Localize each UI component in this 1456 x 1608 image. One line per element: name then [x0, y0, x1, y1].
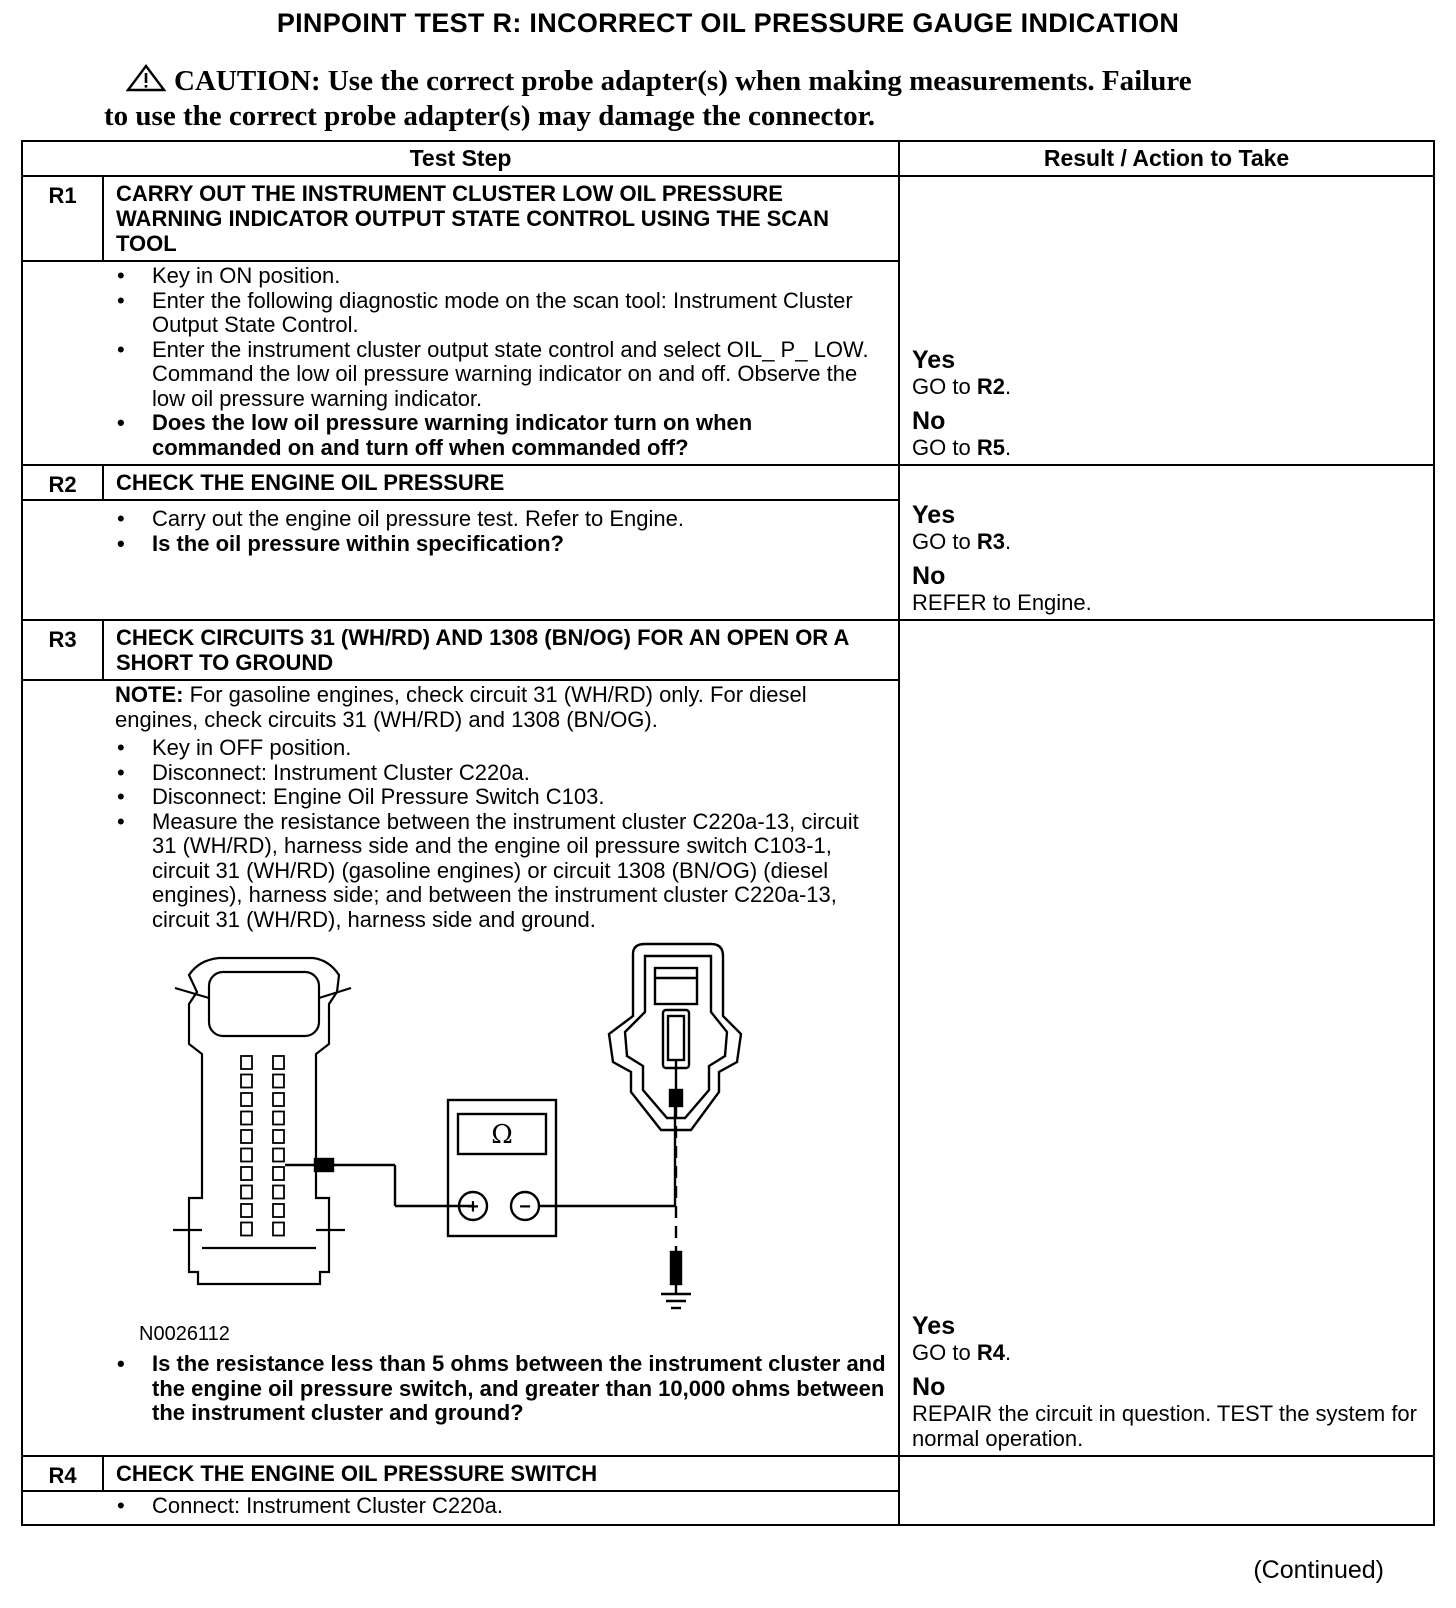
- connector-pin: [273, 1204, 284, 1217]
- plus-terminal-label: +: [467, 1196, 479, 1218]
- step-header-r3: CHECK CIRCUITS 31 (WH/RD) AND 1308 (BN/OG) FOR AN OPEN OR A SHORT TO GROUND: [103, 620, 899, 680]
- no-label: No: [912, 407, 946, 435]
- diagram-svg: [115, 932, 885, 1352]
- list-item: • Carry out the engine oil pressure test. Refer to Engine.: [115, 507, 886, 532]
- step-body-r4: [103, 1491, 899, 1525]
- no-label: No: [912, 562, 946, 590]
- connector-pin: [241, 1186, 252, 1199]
- connector-pin: [241, 1075, 252, 1088]
- no-action: REPAIR the circuit in question. TEST the system for normal operation.: [912, 1401, 1417, 1451]
- page-title: PINPOINT TEST R: INCORRECT OIL PRESSURE GAUGE INDICATION: [276, 8, 1180, 38]
- step-question: • Is the oil pressure within specification?: [115, 532, 886, 557]
- connector-pin: [241, 1130, 252, 1143]
- result-r3: [899, 620, 1434, 1456]
- connector-pin: [273, 1112, 284, 1125]
- step-note: NOTE: For gasoline engines, check circuit 31 (WH/RD) only. For diesel engines, check circuits 31 (WH/RD) and 1308 (BN/OG).: [115, 682, 807, 732]
- list-item: • Enter the instrument cluster output state control and select OIL_ P_ LOW. Command the low oil pressure warning indicator on and off. Observe the low oil pressure warning indicator.: [115, 338, 886, 412]
- yes-action: GO to R2.: [912, 374, 1012, 399]
- list-item: • Enter the following diagnostic mode on the scan tool: Instrument Cluster Output State Control.: [115, 289, 886, 338]
- connector-pin: [273, 1149, 284, 1162]
- continued-label: (Continued): [1253, 1556, 1384, 1584]
- step-question: • Does the low oil pressure warning indicator turn on when commanded on and turn off when commanded off?: [115, 411, 886, 460]
- connector-pin: [273, 1075, 284, 1088]
- caution-line-2: to use the correct probe adapter(s) may damage the connector.: [104, 100, 876, 132]
- caution-block: [104, 64, 1344, 133]
- connector-pin: [273, 1186, 284, 1199]
- step-header-r2: CHECK THE ENGINE OIL PRESSURE: [103, 465, 899, 500]
- caution-line-1: CAUTION: Use the correct probe adapter(s) when making measurements. Failure: [174, 65, 1192, 97]
- connector-pin: [273, 1093, 284, 1106]
- connector-pin: [241, 1223, 252, 1236]
- list-item: • Disconnect: Instrument Cluster C220a.: [115, 761, 886, 786]
- list-item: • Key in OFF position.: [115, 736, 886, 761]
- pinpoint-test-table: [21, 140, 1435, 1526]
- connector-pin: [241, 1093, 252, 1106]
- connector-pin: [273, 1056, 284, 1069]
- connector-pin: [241, 1204, 252, 1217]
- minus-terminal-label: −: [519, 1196, 531, 1218]
- result-r2: [899, 465, 1434, 620]
- yes-label: Yes: [912, 1312, 956, 1340]
- step-id-r2: R2: [22, 465, 103, 500]
- figure-id: N0026112: [139, 1322, 230, 1345]
- step-id-r4: R4: [22, 1456, 103, 1491]
- ohm-symbol: Ω: [491, 1120, 513, 1150]
- list-item: • Key in ON position.: [115, 264, 886, 289]
- no-label: No: [912, 1373, 946, 1401]
- connector-pin: [241, 1056, 252, 1069]
- connector-pin: [273, 1167, 284, 1180]
- list-item: • Connect: Instrument Cluster C220a.: [115, 1494, 886, 1519]
- connector-pin: [241, 1112, 252, 1125]
- yes-action: GO to R4.: [912, 1340, 1012, 1365]
- step-body-r3: [103, 680, 899, 1456]
- yes-label: Yes: [912, 346, 956, 374]
- col-header-test-step: Test Step: [22, 141, 899, 176]
- yes-action: GO to R3.: [912, 529, 1012, 554]
- connector-pin: [273, 1223, 284, 1236]
- result-r1: [899, 176, 1434, 465]
- step-id-r1: R1: [22, 176, 103, 261]
- step-body-r1: [103, 261, 899, 465]
- step-header-r1: CARRY OUT THE INSTRUMENT CLUSTER LOW OIL PRESSURE WARNING INDICATOR OUTPUT STATE CONTROL USING THE SCAN TOOL: [103, 176, 899, 261]
- warning-triangle-icon: [126, 64, 166, 100]
- list-item: • Disconnect: Engine Oil Pressure Switch C103.: [115, 785, 886, 810]
- circuit-diagram: [115, 932, 886, 1352]
- step-question: • Is the resistance less than 5 ohms between the instrument cluster and the engine oil pressure switch, and greater than 10,000 ohms between the instrument cluster and ground?: [115, 1352, 886, 1426]
- step-id-r3: R3: [22, 620, 103, 680]
- yes-label: Yes: [912, 501, 956, 529]
- col-header-result: Result / Action to Take: [899, 141, 1434, 176]
- step-body-r2: [103, 500, 899, 620]
- list-item: • Measure the resistance between the instrument cluster C220a-13, circuit 31 (WH/RD), harness side and the engine oil pressure switch C103-1, circuit 31 (WH/RD) (gasoline engines) or circuit 1308 (BN/OG) (diesel engines), harness side; and between the instrument cluster C220a-13, circuit 31 (WH/RD), harness side and ground.: [115, 810, 886, 933]
- no-action: GO to R5.: [912, 435, 1012, 460]
- connector-pin: [241, 1149, 252, 1162]
- connector-pin: [241, 1167, 252, 1180]
- result-r4: [899, 1456, 1434, 1525]
- connector-pin: [273, 1130, 284, 1143]
- step-header-r4: CHECK THE ENGINE OIL PRESSURE SWITCH: [103, 1456, 899, 1491]
- no-action: REFER to Engine.: [912, 590, 1092, 615]
